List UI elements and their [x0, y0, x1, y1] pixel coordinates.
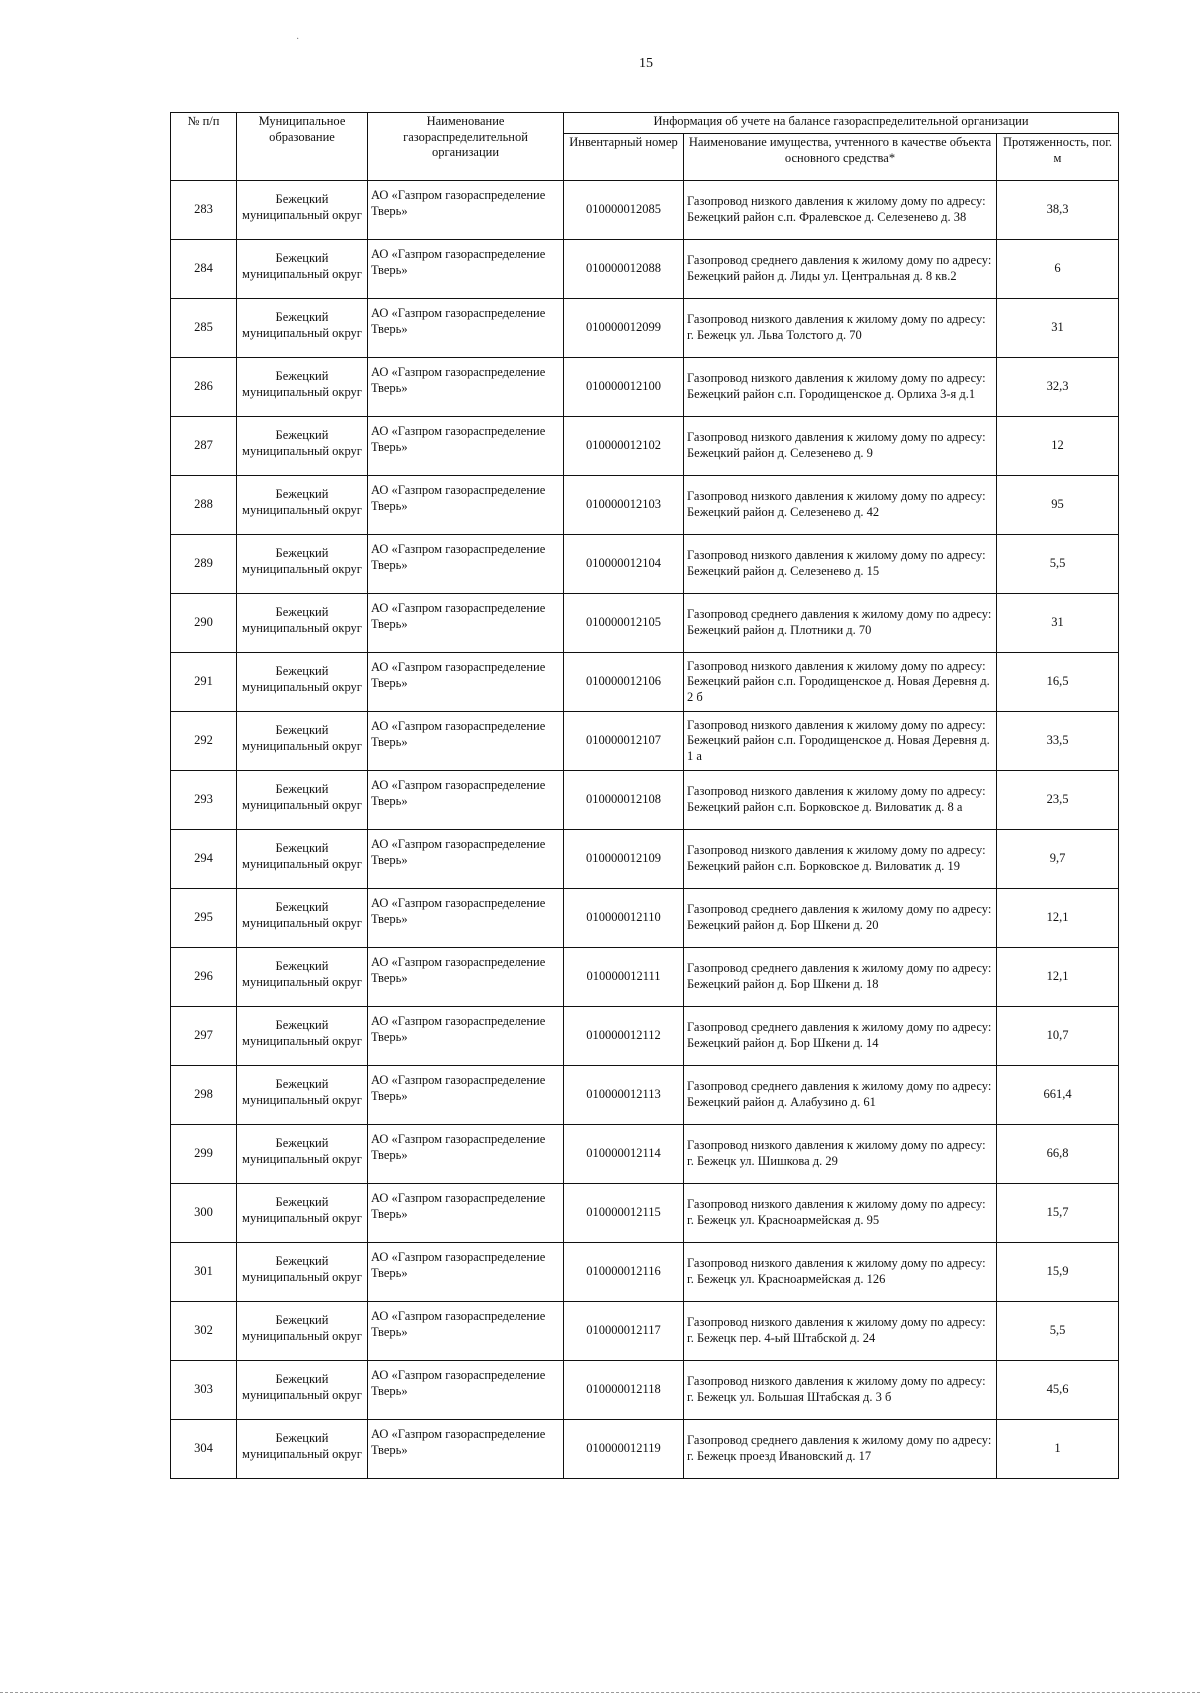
length-cell [997, 1361, 1119, 1420]
property-name-cell [684, 1066, 997, 1125]
row-number-text: 298 [194, 1087, 213, 1102]
row-number-text: 292 [194, 733, 213, 748]
property-name-cell-text: Газопровод низкого давления к жилому дому по адресу: г. Бежецк ул. Красноармейская д. 126 [687, 1256, 986, 1286]
length-cell-text: 32,3 [1046, 379, 1069, 394]
length-cell-text: 16,5 [1046, 674, 1069, 689]
length-cell [997, 712, 1119, 771]
property-name-cell [684, 653, 997, 712]
municipality-cell [237, 1007, 368, 1066]
organization-cell [368, 1184, 564, 1243]
property-name-cell-text: Газопровод низкого давления к жилому дому по адресу: г. Бежецк ул. Шишкова д. 29 [687, 1138, 986, 1168]
municipality-cell [237, 535, 368, 594]
organization-cell [368, 712, 564, 771]
inventory-number-cell [564, 358, 684, 417]
property-name-cell-text: Газопровод низкого давления к жилому дому по адресу: Бежецкий район с.п. Фралевское д. Селезенево д. 38 [687, 194, 986, 224]
organization-cell [368, 1243, 564, 1302]
row-number [171, 1007, 237, 1066]
organization-cell-text: АО «Газпром газораспределение Тверь» [371, 1014, 546, 1044]
property-name-cell [684, 1361, 997, 1420]
municipality-cell [237, 1361, 368, 1420]
municipality-cell-text: Бежецкий муниципальный округ [242, 723, 362, 753]
row-number-text: 301 [194, 1264, 213, 1279]
organization-cell [368, 1420, 564, 1479]
organization-cell [368, 240, 564, 299]
property-name-cell [684, 1184, 997, 1243]
length-cell-text: 31 [1051, 615, 1064, 630]
municipality-cell [237, 181, 368, 240]
length-cell [997, 1302, 1119, 1361]
length-cell-text: 12 [1051, 438, 1064, 453]
property-name-cell [684, 771, 997, 830]
organization-cell [368, 1125, 564, 1184]
row-number-text: 293 [194, 792, 213, 807]
property-name-cell-text: Газопровод низкого давления к жилому дому по адресу: Бежецкий район с.п. Борковское д. Виловатик д. 8 а [687, 784, 986, 814]
municipality-cell [237, 358, 368, 417]
inventory-number-cell-text: 010000012111 [586, 969, 661, 984]
inventory-number-cell-text: 010000012105 [586, 615, 661, 630]
municipality-cell-text: Бежецкий муниципальный округ [242, 251, 362, 281]
inventory-number-cell-text: 010000012088 [586, 261, 661, 276]
property-name-cell-text: Газопровод среднего давления к жилому дому по адресу: Бежецкий район д. Бор Шкени д. 14 [687, 1020, 992, 1050]
page-number: 15 [639, 56, 653, 71]
row-number-text: 299 [194, 1146, 213, 1161]
length-cell-text: 10,7 [1046, 1028, 1069, 1043]
inventory-number-cell [564, 1361, 684, 1420]
organization-cell [368, 299, 564, 358]
organization-cell-text: АО «Газпром газораспределение Тверь» [371, 483, 546, 513]
inventory-number-cell [564, 1066, 684, 1125]
organization-cell-text: АО «Газпром газораспределение Тверь» [371, 1132, 546, 1162]
header-length: Протяженность, пог. м [997, 134, 1119, 181]
row-number-text: 287 [194, 438, 213, 453]
row-number [171, 1420, 237, 1479]
inventory-number-cell-text: 010000012119 [586, 1441, 661, 1456]
municipality-cell-text: Бежецкий муниципальный округ [242, 605, 362, 635]
municipality-cell [237, 830, 368, 889]
inventory-number-cell [564, 535, 684, 594]
length-cell [997, 1007, 1119, 1066]
table-row [171, 535, 1119, 594]
inventory-number-cell-text: 010000012085 [586, 202, 661, 217]
organization-cell [368, 948, 564, 1007]
row-number-text: 303 [194, 1382, 213, 1397]
inventory-number-cell-text: 010000012114 [586, 1146, 661, 1161]
length-cell [997, 417, 1119, 476]
length-cell-text: 45,6 [1046, 1382, 1069, 1397]
table-row [171, 1184, 1119, 1243]
length-cell [997, 948, 1119, 1007]
municipality-cell-text: Бежецкий муниципальный округ [242, 782, 362, 812]
inventory-number-cell-text: 010000012102 [586, 438, 661, 453]
table-row [171, 299, 1119, 358]
length-cell-text: 15,9 [1046, 1264, 1069, 1279]
municipality-cell [237, 1184, 368, 1243]
property-name-cell [684, 1302, 997, 1361]
length-cell-text: 23,5 [1046, 792, 1069, 807]
length-cell-text: 15,7 [1046, 1205, 1069, 1220]
municipality-cell-text: Бежецкий муниципальный округ [242, 369, 362, 399]
length-cell [997, 1420, 1119, 1479]
row-number [171, 830, 237, 889]
length-cell-text: 31 [1051, 320, 1064, 335]
table-row [171, 594, 1119, 653]
length-cell-text: 9,7 [1049, 851, 1066, 866]
inventory-number-cell [564, 240, 684, 299]
inventory-number-cell [564, 771, 684, 830]
inventory-number-cell [564, 299, 684, 358]
inventory-number-cell-text: 010000012104 [586, 556, 661, 571]
table-row [171, 1243, 1119, 1302]
table-row [171, 181, 1119, 240]
property-name-cell [684, 1420, 997, 1479]
length-cell [997, 240, 1119, 299]
row-number [171, 417, 237, 476]
length-cell-text: 95 [1051, 497, 1064, 512]
organization-cell [368, 535, 564, 594]
property-name-cell [684, 181, 997, 240]
inventory-number-cell-text: 010000012118 [586, 1382, 661, 1397]
table-row [171, 417, 1119, 476]
row-number [171, 476, 237, 535]
organization-cell-text: АО «Газпром газораспределение Тверь» [371, 542, 546, 572]
municipality-cell-text: Бежецкий муниципальный округ [242, 841, 362, 871]
row-number-text: 300 [194, 1205, 213, 1220]
municipality-cell-text: Бежецкий муниципальный округ [242, 664, 362, 694]
inventory-number-cell-text: 010000012100 [586, 379, 661, 394]
row-number-text: 291 [194, 674, 213, 689]
row-number [171, 1125, 237, 1184]
property-name-cell [684, 948, 997, 1007]
table-row [171, 1302, 1119, 1361]
table-row [171, 830, 1119, 889]
property-name-cell [684, 299, 997, 358]
header-num: № п/п [171, 113, 237, 181]
property-name-cell [684, 1125, 997, 1184]
organization-cell [368, 594, 564, 653]
organization-cell-text: АО «Газпром газораспределение Тверь» [371, 1250, 546, 1280]
municipality-cell [237, 1420, 368, 1479]
length-cell-text: 1 [1054, 1441, 1061, 1456]
length-cell [997, 653, 1119, 712]
property-name-cell-text: Газопровод среднего давления к жилому дому по адресу: Бежецкий район д. Плотники д. 70 [687, 607, 992, 637]
inventory-number-cell [564, 594, 684, 653]
row-number-text: 290 [194, 615, 213, 630]
inventory-number-cell-text: 010000012099 [586, 320, 661, 335]
row-number [171, 535, 237, 594]
organization-cell-text: АО «Газпром газораспределение Тверь» [371, 365, 546, 395]
length-cell-text: 66,8 [1046, 1146, 1069, 1161]
organization-cell [368, 476, 564, 535]
row-number [171, 712, 237, 771]
inventory-number-cell-text: 010000012103 [586, 497, 661, 512]
municipality-cell [237, 1066, 368, 1125]
organization-cell-text: АО «Газпром газораспределение Тверь» [371, 424, 546, 454]
row-number-text: 296 [194, 969, 213, 984]
property-name-cell-text: Газопровод низкого давления к жилому дому по адресу: Бежецкий район д. Селезенево д. 15 [687, 548, 986, 578]
row-number [171, 889, 237, 948]
inventory-number-cell [564, 1420, 684, 1479]
municipality-cell-text: Бежецкий муниципальный округ [242, 1077, 362, 1107]
municipality-cell-text: Бежецкий муниципальный округ [242, 310, 362, 340]
scan-bottom-edge [0, 1692, 1200, 1693]
table-row [171, 1007, 1119, 1066]
organization-cell-text: АО «Газпром газораспределение Тверь» [371, 660, 546, 690]
property-name-cell [684, 830, 997, 889]
municipality-cell [237, 653, 368, 712]
inventory-number-cell-text: 010000012113 [586, 1087, 661, 1102]
organization-cell [368, 1302, 564, 1361]
organization-cell-text: АО «Газпром газораспределение Тверь» [371, 837, 546, 867]
organization-cell-text: АО «Газпром газораспределение Тверь» [371, 188, 546, 218]
property-name-cell-text: Газопровод низкого давления к жилому дому по адресу: г. Бежецк ул. Льва Толстого д. 70 [687, 312, 986, 342]
length-cell-text: 12,1 [1046, 910, 1069, 925]
table-row [171, 1361, 1119, 1420]
row-number-text: 302 [194, 1323, 213, 1338]
length-cell [997, 1243, 1119, 1302]
length-cell [997, 1184, 1119, 1243]
municipality-cell-text: Бежецкий муниципальный округ [242, 1254, 362, 1284]
table-row [171, 240, 1119, 299]
property-name-cell-text: Газопровод низкого давления к жилому дому по адресу: Бежецкий район д. Селезенево д. 9 [687, 430, 986, 460]
property-name-cell-text: Газопровод низкого давления к жилому дому по адресу: Бежецкий район с.п. Городищенское д. Новая Деревня д. 2 б [687, 658, 990, 704]
row-number-text: 285 [194, 320, 213, 335]
row-number [171, 358, 237, 417]
organization-cell [368, 1066, 564, 1125]
row-number-text: 304 [194, 1441, 213, 1456]
length-cell [997, 535, 1119, 594]
inventory-number-cell-text: 010000012115 [586, 1205, 661, 1220]
municipality-cell-text: Бежецкий муниципальный округ [242, 959, 362, 989]
header-municipality: Муниципальное образование [237, 113, 368, 181]
length-cell [997, 181, 1119, 240]
property-name-cell [684, 889, 997, 948]
municipality-cell [237, 476, 368, 535]
property-name-cell [684, 417, 997, 476]
table-row [171, 1125, 1119, 1184]
organization-cell-text: АО «Газпром газораспределение Тверь» [371, 719, 546, 749]
organization-cell-text: АО «Газпром газораспределение Тверь» [371, 1427, 546, 1457]
property-name-cell-text: Газопровод низкого давления к жилому дому по адресу: г. Бежецк ул. Большая Штабская д. 3 б [687, 1374, 986, 1404]
property-name-cell [684, 240, 997, 299]
row-number-text: 295 [194, 910, 213, 925]
table-row [171, 712, 1119, 771]
municipality-cell [237, 948, 368, 1007]
table-row [171, 358, 1119, 417]
inventory-number-cell [564, 1184, 684, 1243]
municipality-cell-text: Бежецкий муниципальный округ [242, 428, 362, 458]
table-row [171, 1420, 1119, 1479]
row-number-text: 297 [194, 1028, 213, 1043]
length-cell [997, 594, 1119, 653]
row-number [171, 1184, 237, 1243]
organization-cell [368, 181, 564, 240]
inventory-number-cell [564, 889, 684, 948]
row-number-text: 289 [194, 556, 213, 571]
property-name-cell-text: Газопровод среднего давления к жилому дому по адресу: Бежецкий район д. Бор Шкени д. 20 [687, 902, 992, 932]
row-number [171, 594, 237, 653]
length-cell [997, 358, 1119, 417]
length-cell [997, 476, 1119, 535]
row-number [171, 181, 237, 240]
inventory-number-cell [564, 1243, 684, 1302]
inventory-number-cell [564, 1302, 684, 1361]
row-number [171, 948, 237, 1007]
property-name-cell [684, 535, 997, 594]
inventory-number-cell-text: 010000012106 [586, 674, 661, 689]
inventory-number-cell [564, 181, 684, 240]
gas-pipeline-registry-table [170, 112, 1119, 1479]
row-number [171, 299, 237, 358]
municipality-cell-text: Бежецкий муниципальный округ [242, 1313, 362, 1343]
organization-cell-text: АО «Газпром газораспределение Тверь» [371, 306, 546, 336]
organization-cell-text: АО «Газпром газораспределение Тверь» [371, 601, 546, 631]
row-number-text: 294 [194, 851, 213, 866]
inventory-number-cell [564, 653, 684, 712]
table-row [171, 1066, 1119, 1125]
property-name-cell-text: Газопровод низкого давления к жилому дому по адресу: г. Бежецк ул. Красноармейская д. 95 [687, 1197, 986, 1227]
table-body [171, 181, 1119, 1479]
table-header [171, 113, 1119, 181]
row-number [171, 771, 237, 830]
length-cell [997, 771, 1119, 830]
scan-speck: · [296, 34, 300, 45]
inventory-number-cell-text: 010000012116 [586, 1264, 661, 1279]
property-name-cell [684, 1243, 997, 1302]
property-name-cell [684, 358, 997, 417]
row-number-text: 288 [194, 497, 213, 512]
municipality-cell-text: Бежецкий муниципальный округ [242, 192, 362, 222]
row-number [171, 1361, 237, 1420]
property-name-cell-text: Газопровод низкого давления к жилому дому по адресу: Бежецкий район д. Селезенево д. 42 [687, 489, 986, 519]
organization-cell [368, 771, 564, 830]
row-number-text: 284 [194, 261, 213, 276]
organization-cell-text: АО «Газпром газораспределение Тверь» [371, 778, 546, 808]
table-row [171, 889, 1119, 948]
organization-cell [368, 830, 564, 889]
inventory-number-cell-text: 010000012117 [586, 1323, 661, 1338]
row-number [171, 653, 237, 712]
property-name-cell-text: Газопровод низкого давления к жилому дому по адресу: Бежецкий район с.п. Городищенское д. Новая Деревня д. 1 а [687, 717, 990, 763]
property-name-cell-text: Газопровод среднего давления к жилому дому по адресу: Бежецкий район д. Лиды ул. Центральная д. 8 кв.2 [687, 253, 992, 283]
row-number [171, 240, 237, 299]
inventory-number-cell [564, 948, 684, 1007]
row-number [171, 1243, 237, 1302]
inventory-number-cell-text: 010000012109 [586, 851, 661, 866]
length-cell-text: 12,1 [1046, 969, 1069, 984]
municipality-cell [237, 1125, 368, 1184]
length-cell-text: 5,5 [1049, 556, 1066, 571]
municipality-cell [237, 1243, 368, 1302]
organization-cell-text: АО «Газпром газораспределение Тверь» [371, 247, 546, 277]
header-property-name: Наименование имущества, учтенного в качестве объекта основного средства* [684, 134, 997, 181]
organization-cell [368, 653, 564, 712]
organization-cell-text: АО «Газпром газораспределение Тверь» [371, 1073, 546, 1103]
length-cell [997, 1066, 1119, 1125]
property-name-cell [684, 594, 997, 653]
property-name-cell-text: Газопровод среднего давления к жилому дому по адресу: Бежецкий район д. Бор Шкени д. 18 [687, 961, 992, 991]
organization-cell-text: АО «Газпром газораспределение Тверь» [371, 1191, 546, 1221]
municipality-cell-text: Бежецкий муниципальный округ [242, 1372, 362, 1402]
inventory-number-cell-text: 010000012110 [586, 910, 661, 925]
inventory-number-cell [564, 417, 684, 476]
table-row [171, 948, 1119, 1007]
header-organization: Наименование газораспределительной организации [368, 113, 564, 181]
property-name-cell [684, 1007, 997, 1066]
municipality-cell-text: Бежецкий муниципальный округ [242, 1018, 362, 1048]
inventory-number-cell [564, 830, 684, 889]
property-name-cell-text: Газопровод среднего давления к жилому дому по адресу: г. Бежецк проезд Ивановский д. 17 [687, 1433, 992, 1463]
organization-cell [368, 1007, 564, 1066]
property-name-cell [684, 712, 997, 771]
organization-cell-text: АО «Газпром газораспределение Тверь» [371, 1309, 546, 1339]
organization-cell-text: АО «Газпром газораспределение Тверь» [371, 896, 546, 926]
table-row [171, 476, 1119, 535]
organization-cell [368, 417, 564, 476]
organization-cell [368, 889, 564, 948]
length-cell [997, 299, 1119, 358]
table-row [171, 771, 1119, 830]
length-cell-text: 5,5 [1049, 1323, 1066, 1338]
municipality-cell-text: Бежецкий муниципальный округ [242, 1195, 362, 1225]
municipality-cell [237, 594, 368, 653]
organization-cell [368, 358, 564, 417]
inventory-number-cell [564, 476, 684, 535]
property-name-cell-text: Газопровод низкого давления к жилому дому по адресу: Бежецкий район с.п. Борковское д. Виловатик д. 19 [687, 843, 986, 873]
municipality-cell [237, 771, 368, 830]
length-cell-text: 33,5 [1046, 733, 1069, 748]
municipality-cell [237, 417, 368, 476]
row-number [171, 1302, 237, 1361]
municipality-cell-text: Бежецкий муниципальный округ [242, 487, 362, 517]
row-number [171, 1066, 237, 1125]
property-name-cell [684, 476, 997, 535]
municipality-cell-text: Бежецкий муниципальный округ [242, 546, 362, 576]
municipality-cell-text: Бежецкий муниципальный округ [242, 900, 362, 930]
length-cell [997, 1125, 1119, 1184]
municipality-cell [237, 1302, 368, 1361]
property-name-cell-text: Газопровод низкого давления к жилому дому по адресу: г. Бежецк пер. 4-ый Штабской д. 24 [687, 1315, 986, 1345]
inventory-number-cell [564, 1125, 684, 1184]
header-balance-info: Информация об учете на балансе газораспределительной организации [564, 113, 1119, 134]
inventory-number-cell [564, 1007, 684, 1066]
property-name-cell-text: Газопровод низкого давления к жилому дому по адресу: Бежецкий район с.п. Городищенское д. Орлиха 3-я д.1 [687, 371, 986, 401]
row-number-text: 286 [194, 379, 213, 394]
inventory-number-cell [564, 712, 684, 771]
inventory-number-cell-text: 010000012112 [586, 1028, 661, 1043]
length-cell [997, 889, 1119, 948]
length-cell-text: 6 [1054, 261, 1061, 276]
inventory-number-cell-text: 010000012107 [586, 733, 661, 748]
inventory-number-cell-text: 010000012108 [586, 792, 661, 807]
table-row [171, 653, 1119, 712]
municipality-cell [237, 889, 368, 948]
organization-cell-text: АО «Газпром газораспределение Тверь» [371, 1368, 546, 1398]
organization-cell [368, 1361, 564, 1420]
municipality-cell-text: Бежецкий муниципальный округ [242, 1136, 362, 1166]
municipality-cell [237, 299, 368, 358]
length-cell [997, 830, 1119, 889]
municipality-cell [237, 240, 368, 299]
property-name-cell-text: Газопровод среднего давления к жилому дому по адресу: Бежецкий район д. Алабузино д. 61 [687, 1079, 992, 1109]
municipality-cell [237, 712, 368, 771]
organization-cell-text: АО «Газпром газораспределение Тверь» [371, 955, 546, 985]
length-cell-text: 38,3 [1046, 202, 1069, 217]
row-number-text: 283 [194, 202, 213, 217]
header-inventory: Инвентарный номер [564, 134, 684, 181]
municipality-cell-text: Бежецкий муниципальный округ [242, 1431, 362, 1461]
length-cell-text: 661,4 [1043, 1087, 1072, 1102]
